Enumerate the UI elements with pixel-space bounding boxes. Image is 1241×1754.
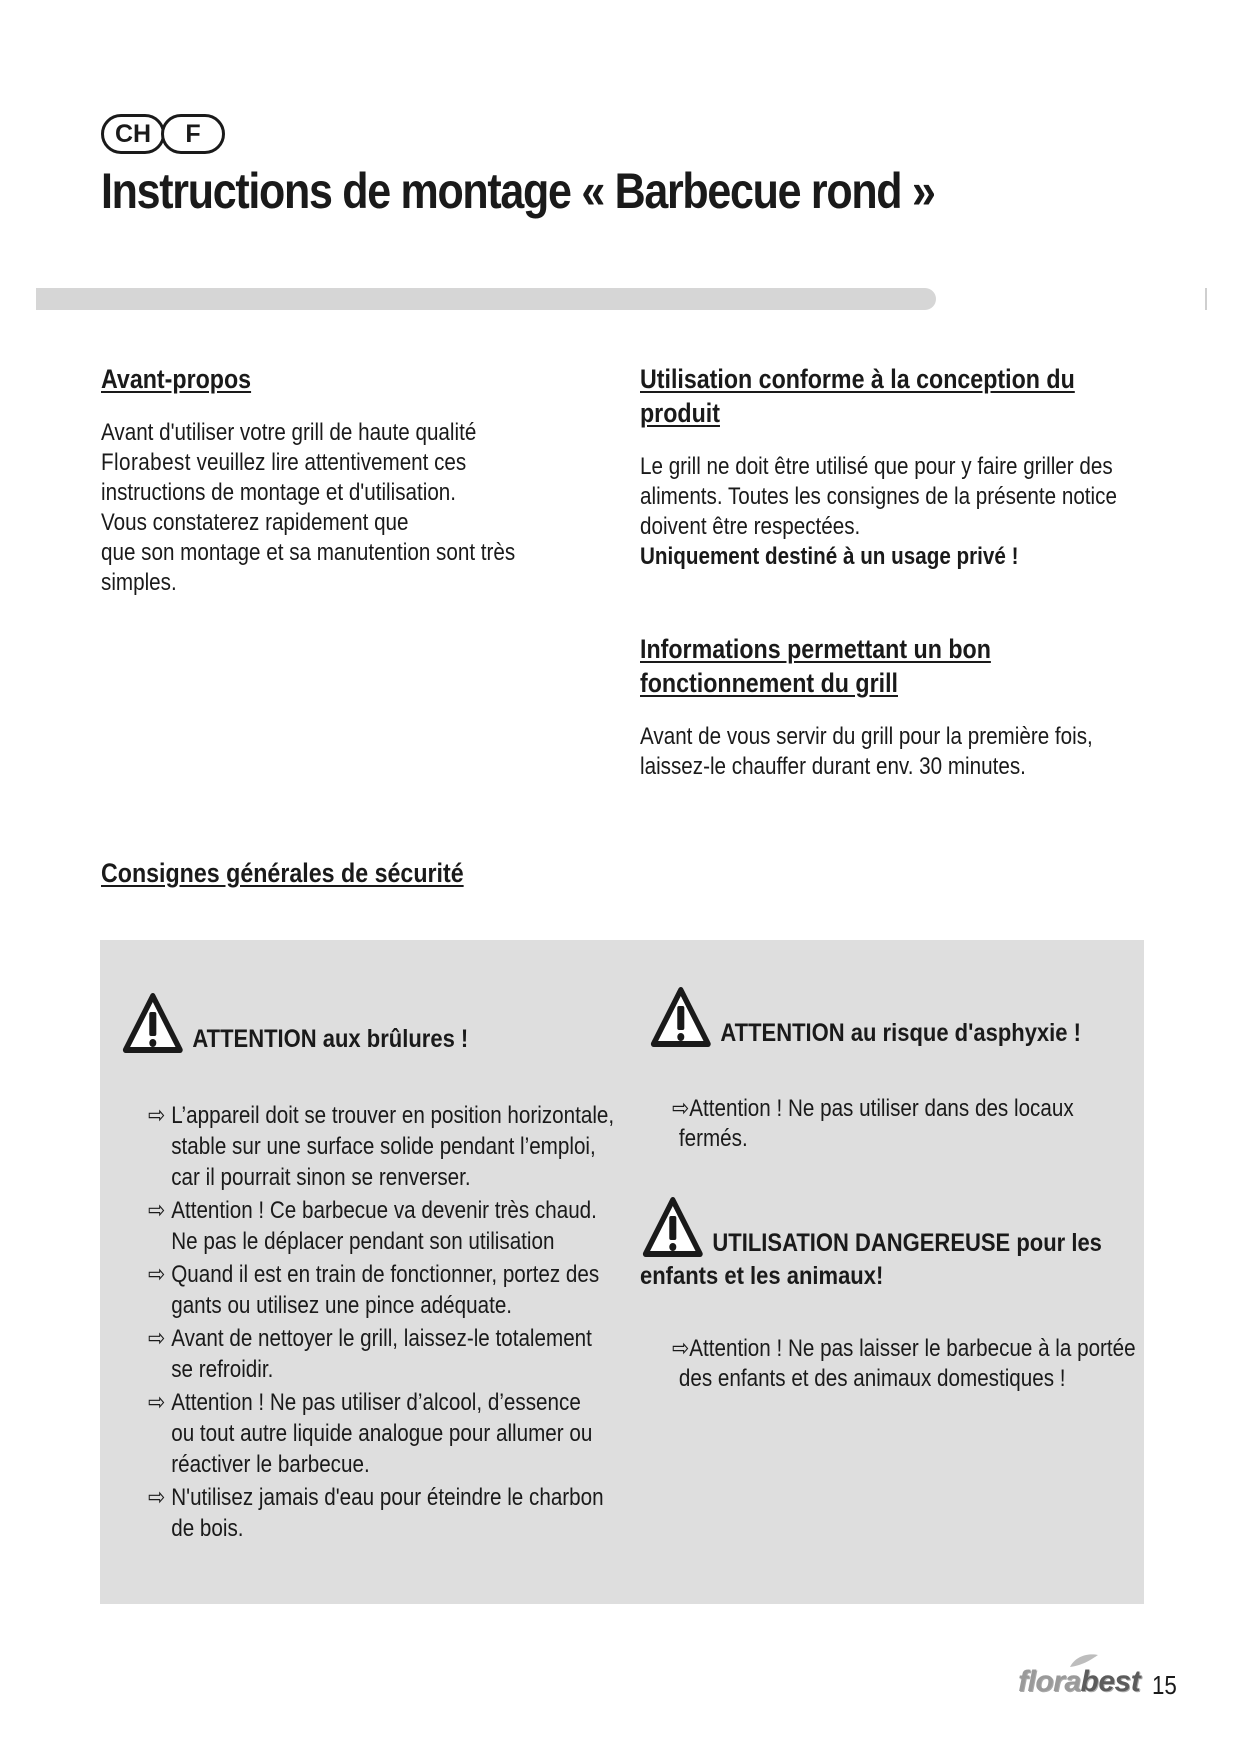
avant-propos-line5: que son montage et sa manutention sont très	[101, 539, 516, 566]
avant-propos-heading: Avant-propos	[101, 364, 252, 394]
dangereuse-item-line1	[672, 1334, 1171, 1364]
warning-dangereuse-title	[642, 1196, 1102, 1258]
consignes-heading: Consignes générales de sécurité	[101, 858, 464, 888]
asphyxie-item-rest: fermés.	[678, 1125, 748, 1152]
arrow-icon: ⇨	[148, 1389, 166, 1416]
informations-heading: Informations permettant un bon fonctionnement du grill	[640, 634, 991, 698]
brand-florabest: Florabest	[101, 449, 191, 476]
utilisation-line2: aliments. Toutes les consignes de la présente notice	[640, 483, 1117, 510]
burns-item-text: Avant de nettoyer le grill, laissez-le totalement	[171, 1325, 592, 1352]
burns-item-text: N'utilisez jamais d'eau pour éteindre le charbon	[171, 1484, 604, 1511]
burns-list-item	[148, 1323, 630, 1385]
avant-propos-line2-rest: veuillez lire attentivement ces	[190, 449, 467, 476]
florabest-logo	[1018, 1665, 1140, 1699]
burns-item-text: Attention ! Ne pas utiliser d’alcool, d’essence	[171, 1389, 581, 1416]
informations-line1: Avant de vous servir du grill pour la première fois,	[640, 723, 1093, 750]
avant-propos-line1: Avant d'utiliser votre grill de haute qualité	[101, 419, 477, 446]
badge-f: F	[161, 114, 225, 154]
warning-triangle-icon	[122, 992, 184, 1054]
asphyxie-item-line1	[672, 1094, 1142, 1124]
arrow-icon: ⇨	[672, 1095, 690, 1122]
burns-item-continuation: stable sur une surface solide pendant l’emploi,	[171, 1133, 596, 1160]
warning-dangereuse-label1: UTILISATION DANGEREUSE pour les	[712, 1229, 1102, 1257]
arrow-icon: ⇨	[148, 1261, 166, 1288]
utilisation-line1: Le grill ne doit être utilisé que pour y faire griller des	[640, 453, 1113, 480]
header-divider-bar	[36, 288, 936, 310]
warning-asphyxie-title	[650, 986, 1081, 1048]
burns-item-continuation: Ne pas le déplacer pendant son utilisation	[171, 1228, 555, 1255]
arrow-icon: ⇨	[148, 1325, 166, 1352]
arrow-icon: ⇨	[672, 1335, 690, 1362]
burns-list-item	[148, 1482, 630, 1544]
burns-list-item	[148, 1387, 630, 1480]
burns-item-text: Quand il est en train de fonctionner, portez des	[171, 1261, 600, 1288]
warning-triangle-icon	[650, 986, 712, 1048]
page-number: 15	[1152, 1670, 1177, 1700]
dangereuse-item-first: Attention ! Ne pas laisser le barbecue à la portée	[689, 1335, 1136, 1362]
edge-mark	[1205, 288, 1207, 310]
burns-list-item	[148, 1259, 630, 1321]
country-badges	[101, 114, 225, 154]
badge-ch: CH	[101, 114, 165, 154]
utilisation-line3: doivent être respectées.	[640, 513, 861, 540]
burns-list-item	[148, 1100, 630, 1193]
page-title: Instructions de montage « Barbecue rond »	[101, 163, 935, 219]
burns-item-continuation: car il pourrait sinon se renverser.	[171, 1164, 471, 1191]
burns-list-item	[148, 1195, 630, 1257]
avant-propos-text	[101, 418, 567, 598]
informations-text	[640, 722, 1139, 782]
warning-burns-label: ATTENTION aux brûlures !	[192, 1025, 469, 1053]
utilisation-text	[640, 452, 1139, 572]
asphyxie-item	[672, 1094, 1142, 1154]
avant-propos-line6: simples.	[101, 569, 177, 596]
informations-line2: laissez-le chauffer durant env. 30 minutes.	[640, 753, 1026, 780]
burns-item-continuation: de bois.	[171, 1515, 244, 1542]
arrow-icon: ⇨	[148, 1102, 166, 1129]
burns-item-continuation: se refroidir.	[171, 1356, 274, 1383]
warning-dangereuse-line2	[640, 1262, 883, 1291]
burns-item-text: L’appareil doit se trouver en position horizontale,	[171, 1102, 615, 1129]
warning-triangle-icon	[642, 1196, 704, 1258]
utilisation-emphasis: Uniquement destiné à un usage privé !	[640, 543, 1019, 570]
burns-item-continuation: ou tout autre liquide analogue pour allumer ou	[171, 1420, 593, 1447]
avant-propos-line2	[101, 448, 567, 478]
dangereuse-item	[672, 1334, 1171, 1394]
arrow-icon: ⇨	[148, 1484, 166, 1511]
warning-burns-title	[122, 992, 468, 1054]
avant-propos-line4: Vous constaterez rapidement que	[101, 509, 409, 536]
logo-part1: flora	[1018, 1665, 1081, 1698]
warning-asphyxie-label: ATTENTION au risque d'asphyxie !	[720, 1019, 1081, 1047]
warning-dangereuse-label2: enfants et les animaux!	[640, 1262, 884, 1290]
avant-propos-line3: instructions de montage et d'utilisation.	[101, 479, 457, 506]
burns-list	[148, 1100, 630, 1546]
asphyxie-item-first: Attention ! Ne pas utiliser dans des locaux	[689, 1095, 1074, 1122]
utilisation-heading: Utilisation conforme à la conception du produit	[640, 364, 1075, 428]
dangereuse-item-rest: des enfants et des animaux domestiques !	[678, 1365, 1066, 1392]
logo-part2: best	[1080, 1665, 1141, 1698]
arrow-icon: ⇨	[148, 1197, 166, 1224]
burns-item-text: Attention ! Ce barbecue va devenir très chaud.	[171, 1197, 597, 1224]
burns-item-continuation: gants ou utilisez une pince adéquate.	[171, 1292, 513, 1319]
burns-item-continuation: réactiver le barbecue.	[171, 1451, 370, 1478]
